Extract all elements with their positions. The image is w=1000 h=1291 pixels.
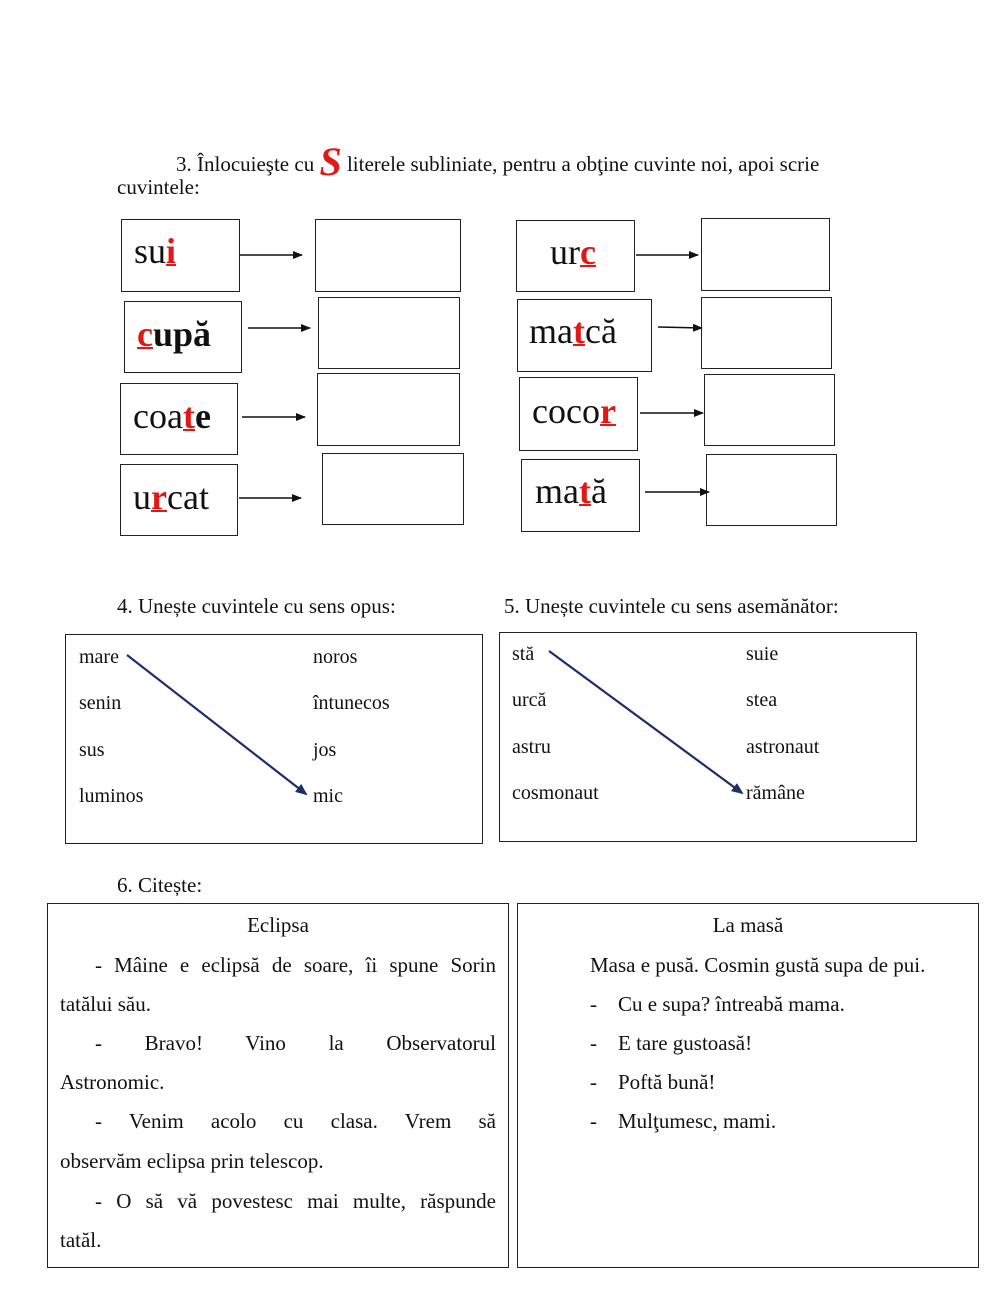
ex4-left-word[interactable]: senin [79,692,122,714]
ex5-title: 5. Unește cuvintele cu sens asemănător: [504,594,839,618]
ex4-title: 4. Unește cuvintele cu sens opus: [117,594,396,618]
story-line: tatăl. [60,1228,102,1252]
ex4-left-word[interactable]: mare [79,646,119,668]
word-urcat: urcat [133,477,209,517]
ex5-left-word[interactable]: astru [512,736,551,758]
word-cupa: cupă [137,314,212,354]
ex4-match-box [65,634,483,844]
story-line: - Mâine e eclipsă de soare, îi spune Sorin [95,953,496,977]
story-line: tatălui său. [60,992,151,1016]
dialogue-line: - Poftă bună! [590,1070,716,1094]
story-line: - Venim acolo cu clasa. Vrem să [95,1109,496,1133]
ex4-right-word[interactable]: noros [313,646,358,668]
dialogue-line: - Cu e supa? întreabă mama. [590,992,845,1016]
ex5-match-box [499,632,917,842]
ex5-left-word[interactable]: cosmonaut [512,782,599,804]
ex4-right-word[interactable]: întunecos [313,692,390,714]
ex5-left-word[interactable]: urcă [512,689,547,711]
story-line: Masa e pusă. Cosmin gustă supa de pui. [590,953,926,977]
word-cocor: cocor [532,391,616,431]
ex5-right-word[interactable]: suie [746,643,779,665]
dialogue-dash: - [590,1109,597,1133]
story-title: Eclipsa [247,913,309,937]
story-line: - O să vă povestesc mai multe, răspunde [95,1189,496,1213]
dialogue-dash: - [590,1031,597,1055]
ex3-instruction-part1: 3. Înlocuieşte cu [176,152,320,176]
ex4-right-word[interactable]: jos [313,739,337,761]
ex4-right-word[interactable]: mic [313,785,343,807]
dialogue-dash: - [590,1070,597,1094]
ex4-left-word[interactable]: sus [79,739,105,761]
ex3-instruction-part2: literele subliniate, pentru a obţine cuvinte noi, apoi scrie [341,152,820,176]
ex6-title: 6. Citește: [117,873,203,897]
dialogue-line: - Mulţumesc, mami. [590,1109,777,1133]
ex5-right-word[interactable]: astronaut [746,736,820,758]
story-la-masa [517,903,979,1268]
story-line: - Bravo! Vino la Observatorul [95,1031,496,1055]
story-line: observăm eclipsa prin telescop. [60,1149,324,1173]
red-s-letter: S [319,139,342,184]
story-eclipsa [47,903,509,1268]
story-title: La masă [712,913,784,937]
word-urc: urc [550,232,596,272]
story-line: Astronomic. [60,1070,165,1094]
dialogue-line: - E tare gustoasă! [590,1031,753,1055]
word-sui: sui [134,231,177,271]
dialogue-dash: - [590,992,597,1016]
ex5-left-word[interactable]: stă [512,643,535,665]
ex5-right-word[interactable]: stea [746,689,778,711]
word-mata: mată [535,471,607,511]
word-coate: coate [133,396,211,436]
ex5-right-word[interactable]: rămâne [746,782,805,804]
ex4-left-word[interactable]: luminos [79,785,144,807]
arrow-icon [658,327,702,328]
ex3-instruction-cont: cuvintele: [117,175,200,199]
word-matca: matcă [529,311,617,351]
